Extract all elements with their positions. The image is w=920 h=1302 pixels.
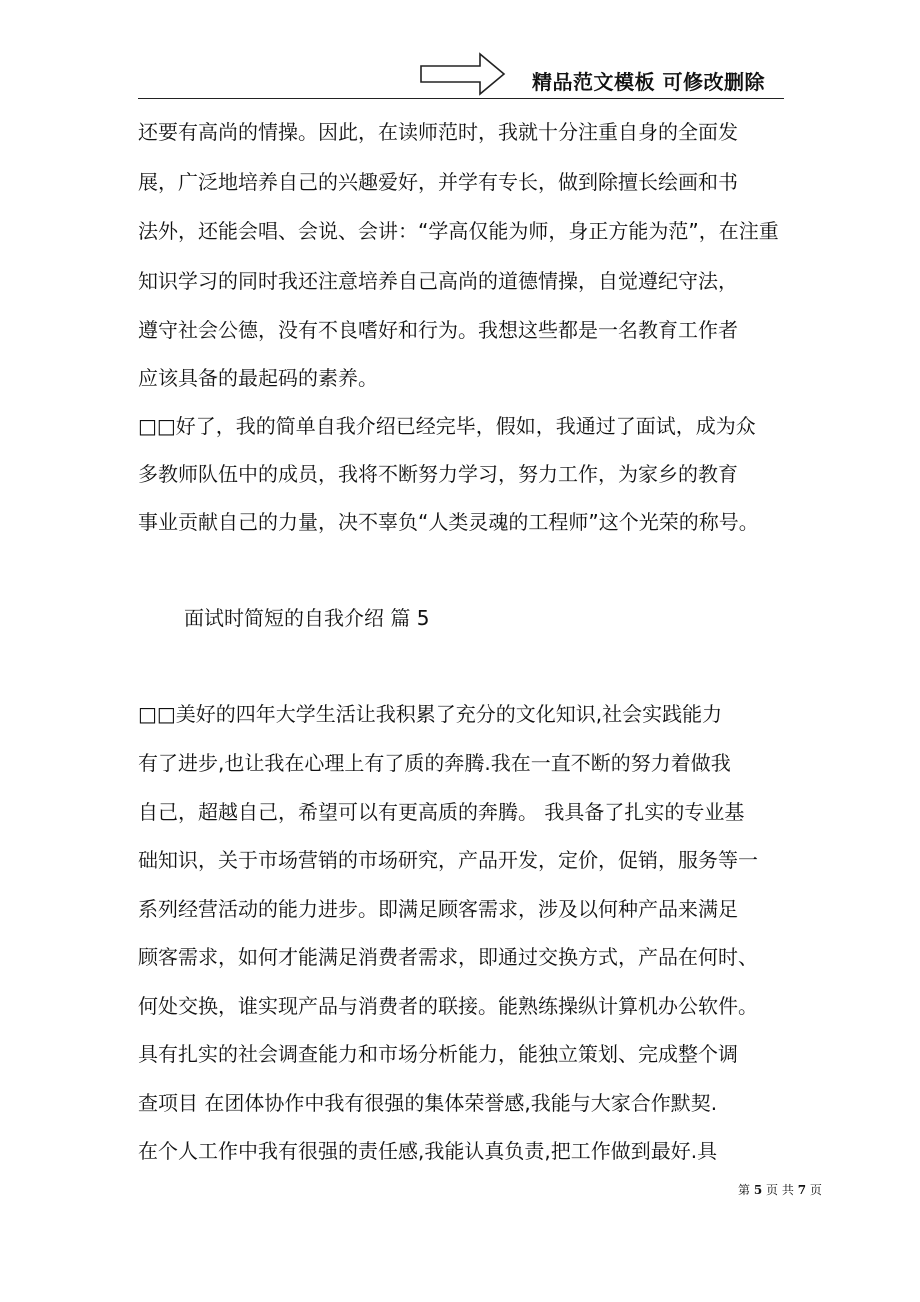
header-template-label: 精品范文模板 可修改删除 <box>532 70 765 94</box>
text-line: 遵守社会公德，没有不良嗜好和行为。我想这些都是一名教育工作者 <box>138 318 738 342</box>
text-line: 知识学习的同时我还注意培养自己高尚的道德情操，自觉遵纪守法， <box>138 269 738 293</box>
text-line: 具有扎实的社会调查能力和市场分析能力，能独立策划、完成整个调 <box>138 1042 738 1066</box>
text-line: 何处交换，谁实现产品与消费者的联接。能熟练操纵计算机办公软件。 <box>138 994 758 1018</box>
text-line: □□好了，我的简单自我介绍已经完毕，假如，我通过了面试，成为众 <box>138 414 756 438</box>
text-line: 自己，超越自己，希望可以有更高质的奔腾。 我具备了扎实的专业基 <box>138 800 745 824</box>
current-page: 5 <box>753 1183 763 1197</box>
text-line: 法外，还能会唱、会说、会讲：“学高仅能为师，身正方能为范”，在注重 <box>138 219 779 243</box>
text-line: 应该具备的最起码的素养。 <box>138 366 378 390</box>
text-line: 展，广泛地培养自己的兴趣爱好，并学有专长，做到除擅长绘画和书 <box>138 170 738 194</box>
text-line: □□美好的四年大学生活让我积累了充分的文化知识,社会实践能力 <box>138 702 723 726</box>
text-line: 础知识，关于市场营销的市场研究，产品开发，定价，促销，服务等一 <box>138 848 758 872</box>
footer-prefix: 第 <box>738 1183 751 1197</box>
page-number-footer <box>738 1181 822 1198</box>
text-line: 有了进步,也让我在心理上有了质的奔腾.我在一直不断的努力着做我 <box>138 751 731 775</box>
text-line: 事业贡献自己的力量，决不辜负“人类灵魂的工程师”这个光荣的称号。 <box>138 510 759 534</box>
total-pages: 7 <box>797 1183 807 1197</box>
text-line: 系列经营活动的能力进步。即满足顾客需求，涉及以何种产品来满足 <box>138 897 738 921</box>
text-line: 多教师队伍中的成员，我将不断努力学习，努力工作，为家乡的教育 <box>138 462 738 486</box>
header-rule <box>138 98 784 99</box>
section-heading: 面试时简短的自我介绍 篇 5 <box>184 606 430 630</box>
arrow-right-icon <box>420 52 506 96</box>
text-line: 顾客需求，如何才能满足消费者需求，即通过交换方式，产品在何时、 <box>138 945 758 969</box>
text-line: 查项目 在团体协作中我有很强的集体荣誉感,我能与大家合作默契. <box>138 1091 718 1115</box>
text-line: 还要有高尚的情操。因此，在读师范时，我就十分注重自身的全面发 <box>138 120 738 144</box>
footer-middle: 页 共 <box>766 1183 794 1197</box>
footer-suffix: 页 <box>809 1183 822 1197</box>
text-line: 在个人工作中我有很强的责任感,我能认真负责,把工作做到最好.具 <box>138 1139 718 1163</box>
